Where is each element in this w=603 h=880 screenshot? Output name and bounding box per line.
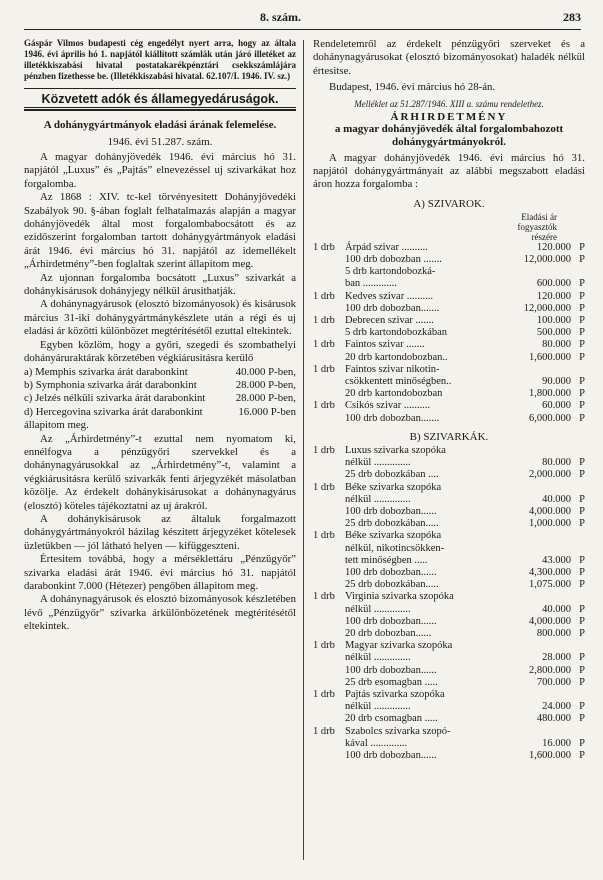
currency: P <box>579 664 585 676</box>
brand-price: 28.000 P-ben, <box>235 392 296 405</box>
currency: P <box>579 737 585 749</box>
price: 40.000 <box>542 493 571 505</box>
quantity: 1 drb <box>313 725 335 737</box>
annex-note: Melléklet az 51.287/1946. XIII a. számu rendelethez. <box>354 98 544 109</box>
table-row <box>313 494 585 506</box>
price: 4,000.000 <box>529 505 571 517</box>
currency: P <box>579 254 585 266</box>
table-row <box>313 543 585 555</box>
quantity <box>313 494 345 506</box>
table-row <box>313 364 585 376</box>
quantity: 1 drb <box>313 339 335 351</box>
quantity <box>313 457 345 469</box>
description: nélkül .............. <box>345 493 411 505</box>
currency <box>571 726 585 738</box>
price <box>501 640 571 652</box>
table-row <box>313 445 585 457</box>
quantity <box>313 413 345 425</box>
price: 1,600.000 <box>529 749 571 761</box>
quantity <box>313 665 345 677</box>
description: 25 drb dobozkában .... <box>345 469 439 481</box>
table-row <box>313 628 585 640</box>
price-table-cigars <box>313 242 585 425</box>
description: nélkül, nikotincsökken- <box>345 542 445 554</box>
description: 100 drb dobozban...... <box>345 566 437 578</box>
description: Faintos szivar ....... <box>345 339 425 351</box>
quantity: 1 drb <box>313 315 335 327</box>
paragraph: A dohánykisárusok az általuk forgalmazott dohánygyártmányokról házilag készitett árjegyzéket kötelesek üzletükben — jól látható helyen — kifüggeszteni. <box>24 512 296 552</box>
price: 2,800.000 <box>529 664 571 676</box>
page-number: 283 <box>563 10 581 24</box>
description: Luxus szivarka szopóka <box>345 444 446 456</box>
table-row <box>313 376 585 388</box>
currency: P <box>579 327 585 339</box>
description: nélkül .............. <box>345 652 411 664</box>
quantity <box>313 616 345 628</box>
currency: P <box>579 400 585 412</box>
currency: P <box>579 493 585 505</box>
price: 480.000 <box>536 713 571 725</box>
quantity: 1 drb <box>313 290 335 302</box>
quantity <box>313 352 345 364</box>
quantity: 1 drb <box>313 591 335 603</box>
price <box>501 689 571 701</box>
brand-list <box>24 366 296 420</box>
price: 12,000.000 <box>523 254 571 266</box>
description: nélkül .............. <box>345 457 411 469</box>
table-row <box>313 506 585 518</box>
table-row <box>313 315 585 327</box>
section-heading: B) SZIVARKÁK. <box>409 430 489 443</box>
description: 100 drb dobozban...... <box>345 505 437 517</box>
table-row <box>313 555 585 567</box>
currency: P <box>579 469 585 481</box>
quantity <box>313 701 345 713</box>
description: 20 drb dobozban...... <box>345 627 432 639</box>
table-row <box>313 665 585 677</box>
table-row <box>313 750 585 762</box>
column-heading-line: fogyasztók <box>517 221 557 232</box>
brand-name: c) Jelzés nélküli szivarka árát darabonkint <box>24 392 206 405</box>
paragraph: A magyar dohányjövedék 1946. évi március hó 31. napjától dohánygyártmányait az alábbi megszabott eladási áron hozza forgalomba : <box>313 151 585 191</box>
price: 120.000 <box>536 290 571 302</box>
quantity <box>313 376 345 388</box>
quantity <box>313 555 345 567</box>
quantity: 1 drb <box>313 688 335 700</box>
currency: P <box>579 351 585 363</box>
brand-price: 16.000 P-ben <box>238 405 296 418</box>
description: tett minőségben ..... <box>345 554 428 566</box>
paragraph: Az „Árhirdetmény”-t ezuttal nem nyomatom ki, ennélfogva a pénzügyőri szervekkel és a dohánynagyárusokkal az „Árhirdetmény”-t, valamint a végkiárusitásra kerülő szivarkák fenti árjegyzékét másolatban közölje. Az érdekelt dohánykisárusokat a dohánynagyárus (elosztó) köteles tájékoztatni az uj árakról. <box>24 432 296 512</box>
section-heading: A) SZIVAROK. <box>413 197 485 210</box>
table-row <box>313 339 585 351</box>
price: 800.000 <box>536 627 571 639</box>
description: 5 drb kartondobozká- <box>345 266 436 278</box>
table-row <box>313 726 585 738</box>
decree-number: 1946. évi 51.287. szám. <box>107 136 213 148</box>
quantity <box>313 469 345 481</box>
brand-item <box>24 366 296 379</box>
price: 28.000 <box>542 652 571 664</box>
price: 4,000.000 <box>529 615 571 627</box>
issue-number: 8. szám. <box>260 10 301 24</box>
price: 1,800.000 <box>529 388 571 400</box>
currency: P <box>579 376 585 388</box>
price: 80.000 <box>542 339 571 351</box>
page-header <box>24 10 581 26</box>
currency: P <box>579 554 585 566</box>
quantity: 1 drb <box>313 530 335 542</box>
quantity <box>313 579 345 591</box>
price <box>501 530 571 542</box>
quantity <box>313 677 345 689</box>
column-heading <box>313 212 585 242</box>
price: 4,300.000 <box>529 566 571 578</box>
table-row <box>313 701 585 713</box>
price-notice-title: ÁRHIRDETMÉNY <box>390 110 508 123</box>
price: 1,000.000 <box>529 518 571 530</box>
quantity <box>313 567 345 579</box>
brand-price: 28.000 P-ben, <box>235 378 296 391</box>
quantity <box>313 327 345 339</box>
table-row <box>313 518 585 530</box>
currency <box>571 543 585 555</box>
table-row <box>313 266 585 278</box>
brand-name: b) Symphonia szivarka árát darabonkint <box>24 378 197 391</box>
description: 25 drb dobozkában..... <box>345 579 439 591</box>
currency: P <box>579 713 585 725</box>
description: 100 drb dobozban....... <box>345 302 440 314</box>
table-row <box>313 677 585 689</box>
description: 100 drb dobozban...... <box>345 615 437 627</box>
currency: P <box>579 457 585 469</box>
section-band-rule <box>24 109 296 111</box>
currency <box>571 445 585 457</box>
currency: P <box>579 615 585 627</box>
currency: P <box>579 749 585 761</box>
left-column <box>24 38 296 634</box>
price: 500.000 <box>536 327 571 339</box>
table-row <box>313 469 585 481</box>
notice-paragraph: Gáspár Vilmos budapesti cég engedélyt nyert arra, hogy az általa 1946. évi április hó 1. napjától kiállított számlák után járó illetéket az illetékkiszabási hivatal postatakarékpénztári csekkszámlájára pénzben fizethesse be. (Illetékkiszabási hivatal. 62.107/I. 1946. IV. sz.) <box>24 38 296 81</box>
price: 43.000 <box>542 554 571 566</box>
quantity <box>313 266 345 278</box>
description: Virginia szivarka szopóka <box>345 591 454 603</box>
description: Béke szivarka szopóka <box>345 481 442 493</box>
table-row <box>313 738 585 750</box>
quantity: 1 drb <box>313 363 335 375</box>
section-band: Közvetett adók és államegyedáruságok. <box>24 88 296 108</box>
price <box>501 445 571 457</box>
table-row <box>313 652 585 664</box>
currency: P <box>579 339 585 351</box>
currency: P <box>579 302 585 314</box>
table-row <box>313 388 585 400</box>
price <box>501 364 571 376</box>
currency: P <box>579 518 585 530</box>
table-row <box>313 591 585 603</box>
description: 20 drb csomagban ..... <box>345 713 438 725</box>
description: csökkentett minőségben.. <box>345 376 452 388</box>
paragraph: A magyar dohányjövedék 1946. évi március hó 31. napjától „Luxus” és „Pajtás” elnevezéssel uj szivarkákat hoz forgalomba. <box>24 151 296 190</box>
currency: P <box>579 412 585 424</box>
paragraph: A dohánynagyárusok és elosztó bizományosok készletében lévő „Pénzügyőr” szivarka árkülönbözetének megtérítésétől eltekintek. <box>24 593 296 633</box>
paragraph: Rendeletemről az érdekelt pénzügyőri szerveket és a dohánynagyárusokat (elosztó bizományosokat) haladék nélkül értesitse. <box>313 38 585 77</box>
description: ban ............. <box>345 278 397 290</box>
table-row <box>313 457 585 469</box>
brand-name: a) Memphis szivarka árát darabonkint <box>24 365 188 378</box>
quantity <box>313 506 345 518</box>
table-row <box>313 400 585 412</box>
description: Debrecen szivar ....... <box>345 315 434 327</box>
quantity <box>313 278 345 290</box>
currency: P <box>579 241 585 253</box>
table-row <box>313 689 585 701</box>
quantity <box>313 604 345 616</box>
quantity <box>313 713 345 725</box>
brand-item <box>24 406 296 419</box>
column-heading-line: részére <box>531 231 557 242</box>
quantity <box>313 518 345 530</box>
price: 1,600.000 <box>529 351 571 363</box>
table-row <box>313 254 585 266</box>
price: 16.000 <box>542 737 571 749</box>
price-notice-subtitle: a magyar dohányjövedék által forgalombahozott dohánygyártmányokról. <box>334 122 564 148</box>
price: 60.000 <box>542 400 571 412</box>
price <box>501 726 571 738</box>
description: 100 drb dobozban...... <box>345 749 437 761</box>
price: 600.000 <box>536 278 571 290</box>
price: 700.000 <box>536 676 571 688</box>
description: Kedves szivar .......... <box>345 290 434 302</box>
quantity: 1 drb <box>313 241 335 253</box>
table-row <box>313 291 585 303</box>
price: 80.000 <box>542 457 571 469</box>
price: 90.000 <box>542 376 571 388</box>
quantity <box>313 738 345 750</box>
currency: P <box>579 315 585 327</box>
brand-item <box>24 392 296 405</box>
paragraph: Az ujonnan forgalomba bocsátott „Luxus” szivarkát a dohánykisárusok dohányjegy nélkül árusithatják. <box>24 271 296 298</box>
table-row <box>313 482 585 494</box>
currency: P <box>579 627 585 639</box>
price <box>501 543 571 555</box>
quantity <box>313 628 345 640</box>
currency <box>571 482 585 494</box>
currency: P <box>579 566 585 578</box>
table-row <box>313 242 585 254</box>
table-row <box>313 303 585 315</box>
description: 20 drb kartondobozban.. <box>345 351 448 363</box>
header-rule <box>24 29 581 30</box>
quantity <box>313 750 345 762</box>
currency: P <box>579 603 585 615</box>
table-row <box>313 413 585 425</box>
description: Faintos szivar nikotin- <box>345 363 440 375</box>
paragraph: Értesitem továbbá, hogy a mérséklettáru „Pénzügyőr” szivarka eladási árát 1946. évi március hó 31. napjától darabonkint 7.000 (Hétezer) pengőben állapitom meg. <box>24 553 296 592</box>
description: nélkül .............. <box>345 701 411 713</box>
currency: P <box>579 676 585 688</box>
table-row <box>313 278 585 290</box>
column-heading-line: Eladási ár <box>521 211 557 222</box>
table-row <box>313 352 585 364</box>
description: Magyar szivarka szopóka <box>345 640 453 652</box>
currency <box>571 530 585 542</box>
price: 120.000 <box>536 241 571 253</box>
price: 12,000.000 <box>523 302 571 314</box>
currency: P <box>579 505 585 517</box>
paragraph: Az 1868 : XIV. tc-kel törvényesitett Dohányjövedéki Szabályok 90. §-ában foglalt felhatalmazás alapján a magyar dohányjövedék által most forgalombabocsátott és az ezidőszerint forgalomban tartott dohánygyártmányok eladási árát 1946. évi március hó 31. napjától az idemellékelt „Árhirdetmény”-ben foglaltak szerint állapitom meg. <box>24 191 296 271</box>
quantity <box>313 543 345 555</box>
description: 100 drb dobozban....... <box>345 412 440 424</box>
currency: P <box>579 290 585 302</box>
quantity <box>313 388 345 400</box>
place-date: Budapest, 1946. évi március hó 28-án. <box>329 81 496 94</box>
quantity <box>313 652 345 664</box>
table-row <box>313 616 585 628</box>
description: nélkül .............. <box>345 603 411 615</box>
quantity: 1 drb <box>313 400 335 412</box>
description: 25 drb dobozkában..... <box>345 518 439 530</box>
currency: P <box>579 652 585 664</box>
table-row <box>313 713 585 725</box>
table-row <box>313 640 585 652</box>
description: 5 drb kartondobozkában <box>345 327 448 339</box>
brand-name: d) Hercegovina szivarka árát darabonkint <box>24 405 203 418</box>
table-row <box>313 579 585 591</box>
paragraph: Egyben közlöm, hogy a győri, szegedi és szombathelyi dohányáruraktárak körzetében végkiárusitásra kerülő <box>24 338 296 365</box>
quantity: 1 drb <box>313 444 335 456</box>
quantity <box>313 303 345 315</box>
currency <box>571 364 585 376</box>
description: 100 drb dobozban ....... <box>345 254 442 266</box>
description: Árpád szivar .......... <box>345 241 428 253</box>
description: Csikós szivar .......... <box>345 400 431 412</box>
currency <box>571 266 585 278</box>
price: 2,000.000 <box>529 469 571 481</box>
brand-price: 40.000 P-ben, <box>235 365 296 378</box>
brand-item <box>24 379 296 392</box>
price: 100.000 <box>536 315 571 327</box>
price <box>501 266 571 278</box>
currency: P <box>579 278 585 290</box>
description: Béke szivarka szopóka <box>345 530 442 542</box>
currency: P <box>579 388 585 400</box>
price: 1,075.000 <box>529 579 571 591</box>
quantity: 1 drb <box>313 481 335 493</box>
article-title: A dohánygyártmányok eladási árának felemelése. <box>43 119 277 131</box>
price <box>501 482 571 494</box>
description: 20 drb kartondobozban <box>345 388 443 400</box>
price: 6,000.000 <box>529 412 571 424</box>
price: 24.000 <box>542 701 571 713</box>
table-row <box>313 530 585 542</box>
quantity <box>313 254 345 266</box>
table-row <box>313 327 585 339</box>
price-table-cigarettes <box>313 445 585 762</box>
table-row <box>313 567 585 579</box>
right-column <box>313 38 585 762</box>
currency: P <box>579 579 585 591</box>
paragraph: A dohánynagyárusok (elosztó bizományosok) és kisárusok március 31-iki dohánygyártmánykészlete után a régi és uj eladási ár közötti különbözet megtérítésétől ezuttal eltekintek. <box>24 298 296 338</box>
currency <box>571 591 585 603</box>
price: 40.000 <box>542 603 571 615</box>
paragraph: állapitom meg. <box>24 419 89 432</box>
currency: P <box>579 701 585 713</box>
description: kával .............. <box>345 737 408 749</box>
column-divider <box>303 40 304 860</box>
table-row <box>313 604 585 616</box>
description: Szabolcs szivarka szopó- <box>345 725 451 737</box>
currency <box>571 640 585 652</box>
description: Pajtás szivarka szopóka <box>345 688 445 700</box>
description: 100 drb dobozban...... <box>345 664 437 676</box>
quantity: 1 drb <box>313 640 335 652</box>
currency <box>571 689 585 701</box>
description: 25 drb esomagban ..... <box>345 676 438 688</box>
price <box>501 591 571 603</box>
